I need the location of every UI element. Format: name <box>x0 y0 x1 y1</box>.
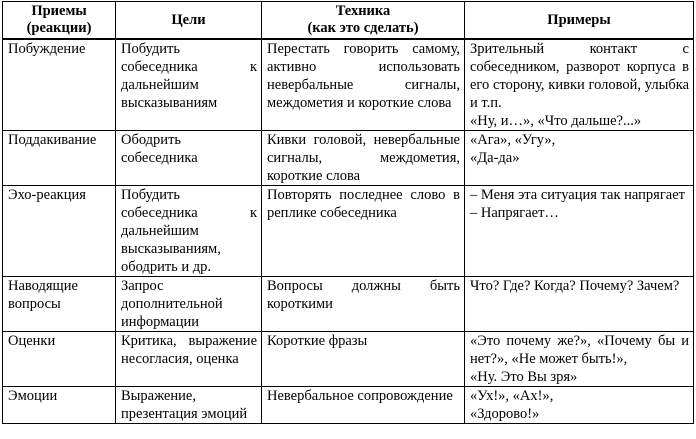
example-line: Зрительный контакт с собеседником, разворот корпуса в его сторону, кивки головой, улыбка и т.п. <box>470 41 689 111</box>
example-line: – Меня эта ситуация так напрягает <box>470 187 685 203</box>
goal-cell: Критика, выражение несогласия, оценка <box>116 332 262 387</box>
technique-cell: Побуждение <box>3 39 116 131</box>
example-line: «Ну, и…», «Что дальше?...» <box>470 113 642 129</box>
table-header-row <box>3 2 694 40</box>
table-row <box>3 387 694 424</box>
examples-cell <box>465 131 694 186</box>
example-line: «Да-да» <box>470 150 520 166</box>
method-cell: Повторять последнее слово в реплике собеседника <box>262 186 465 277</box>
header-goals: Цели <box>116 2 262 40</box>
header-method-line2: (как это сделать) <box>307 20 419 36</box>
examples-cell <box>465 332 694 387</box>
goal-cell: Побудить собеседника к дальнейшим высказываниям, ободрить и др. <box>116 186 262 277</box>
method-cell: Вопросы должны быть короткими <box>262 277 465 332</box>
header-method <box>262 2 465 40</box>
goal-cell: Побудить собеседника к дальнейшим высказываниям <box>116 39 262 131</box>
header-techniques-line2: (реакции) <box>26 20 92 36</box>
listening-techniques-table <box>2 1 694 424</box>
technique-cell: Наводящие вопросы <box>3 277 116 332</box>
method-cell: Короткие фразы <box>262 332 465 387</box>
technique-cell: Поддакивание <box>3 131 116 186</box>
header-techniques <box>3 2 116 40</box>
table-row <box>3 332 694 387</box>
header-method-line1: Техника <box>335 3 391 19</box>
table-row <box>3 277 694 332</box>
table-row <box>3 39 694 131</box>
example-line: «Ага», «Угу», <box>470 132 556 148</box>
header-examples: Примеры <box>465 2 694 40</box>
table-row <box>3 186 694 277</box>
header-techniques-line1: Приемы <box>31 3 87 19</box>
method-cell: Кивки головой, невербальные сигналы, междометия, короткие слова <box>262 131 465 186</box>
example-line: «Ух!», «Ах!», <box>470 388 554 404</box>
table-row <box>3 131 694 186</box>
goal-cell: Ободрить собеседника <box>116 131 262 186</box>
technique-cell: Оценки <box>3 332 116 387</box>
examples-cell <box>465 39 694 131</box>
method-cell: Невербальное сопровождение <box>262 387 465 424</box>
technique-cell: Эмоции <box>3 387 116 424</box>
example-line: «Здорово!» <box>470 406 540 422</box>
document-page <box>2 1 694 424</box>
example-line: «Это почему же?», «Почему бы и нет?», «Не может быть!», <box>470 333 689 367</box>
example-line: Что? Где? Когда? Почему? Зачем? <box>470 278 680 294</box>
technique-cell: Эхо-реакция <box>3 186 116 277</box>
goal-cell: Выражение, презентация эмоций <box>116 387 262 424</box>
goal-cell: Запрос дополнительной информации <box>116 277 262 332</box>
example-line: – Напрягает… <box>470 205 559 221</box>
example-line: «Ну. Это Вы зря» <box>470 369 578 385</box>
method-cell: Перестать говорить самому, активно использовать невербальные сигналы, междометия и короткие слова <box>262 39 465 131</box>
examples-cell <box>465 186 694 277</box>
examples-cell <box>465 277 694 332</box>
examples-cell <box>465 387 694 424</box>
